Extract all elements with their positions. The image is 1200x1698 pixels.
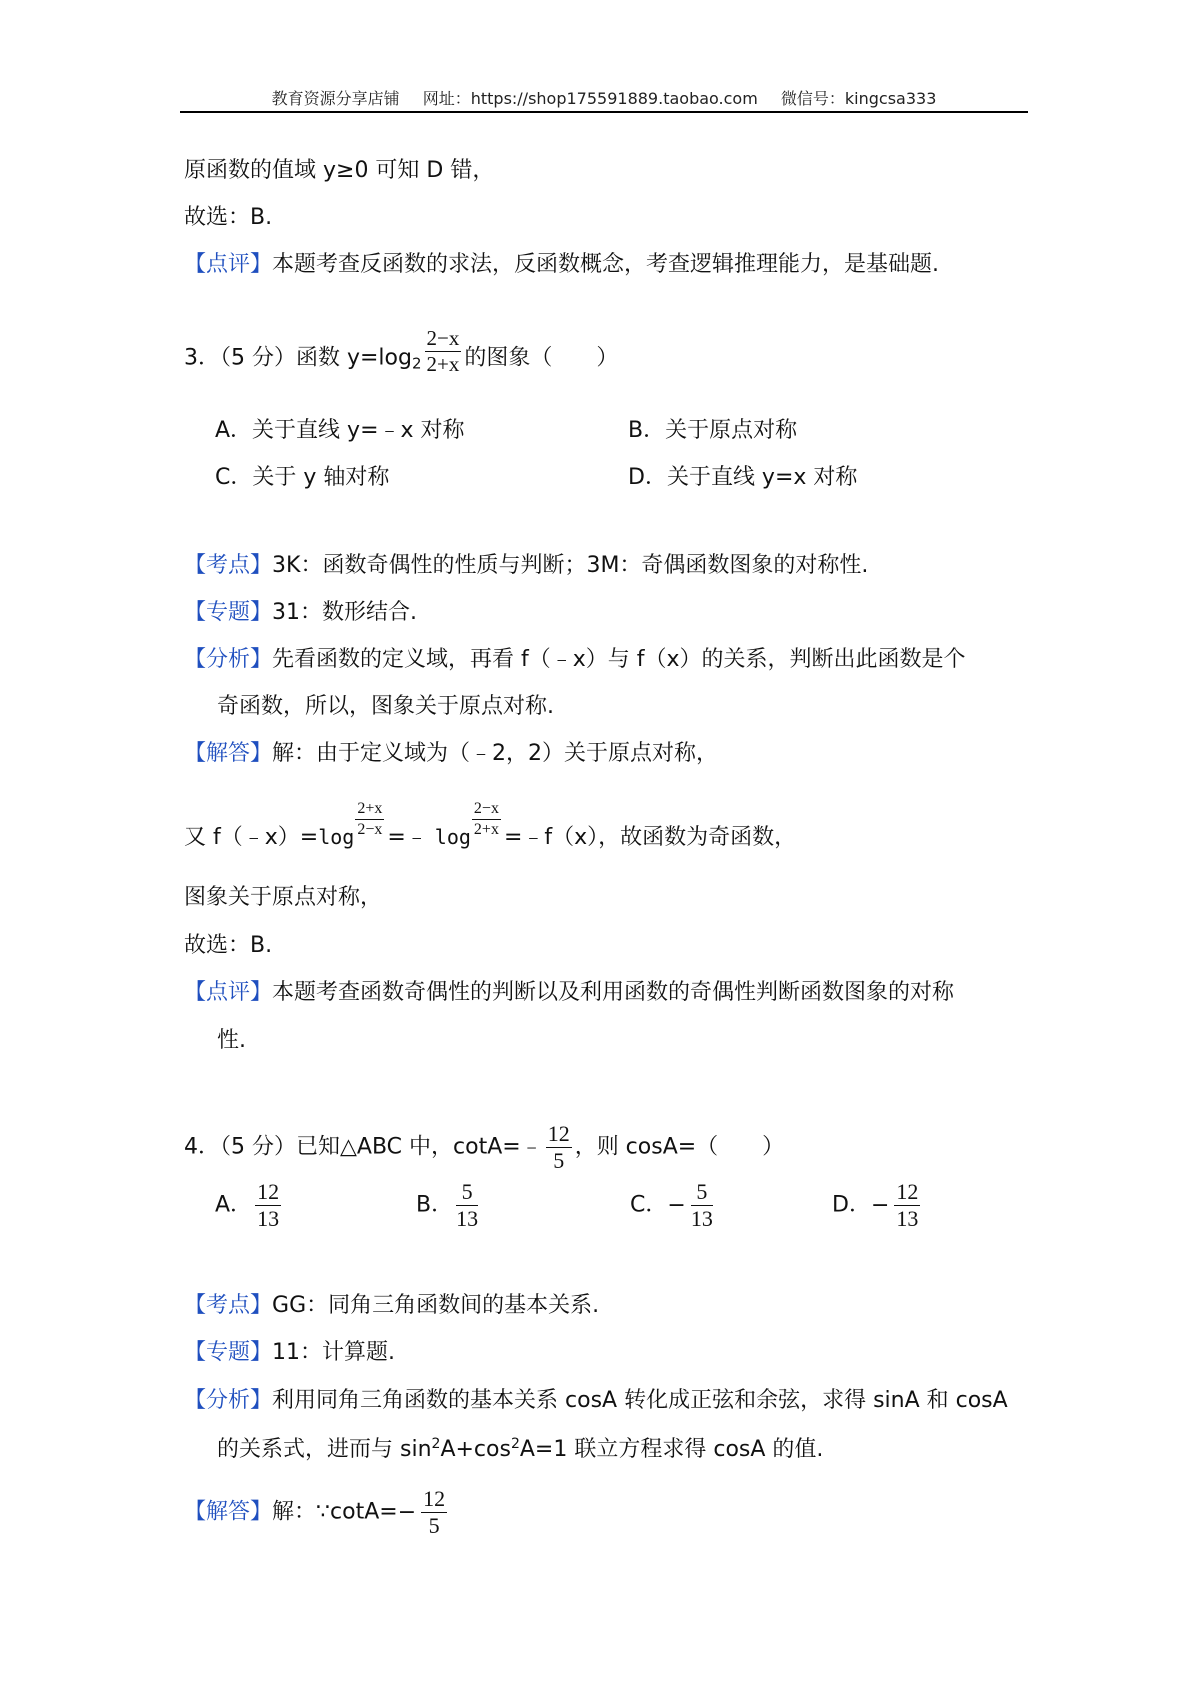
q3-formula-frac1-den: 2−x — [357, 821, 383, 838]
q3-comment-line — [184, 982, 954, 1004]
q4-stem-frac-den: 5 — [553, 1148, 565, 1173]
q4-jieda-line — [184, 1488, 450, 1537]
q4-option-d-sign: − — [870, 1192, 890, 1218]
q3-option-b: B．关于原点对称 — [628, 418, 798, 443]
q4-fenxi-line-2 — [217, 1437, 823, 1461]
q4-option-d-den: 13 — [896, 1206, 919, 1231]
header-divider — [180, 111, 1028, 113]
q3-choose-line: 故选：B. — [184, 933, 273, 958]
q4-stem-fraction — [546, 1123, 572, 1172]
q3-formula-log-2: log — [434, 825, 471, 849]
q3-fenxi-tag: 【分析】 — [184, 647, 273, 672]
q4-option-d-label: D． — [832, 1192, 871, 1218]
q4-stem-prefix: 4．（5 分）已知△ABC 中，cotA=﹣ — [184, 1134, 543, 1160]
q4-zhuanti-line — [184, 1342, 395, 1364]
q3-stem-frac-den: 2+x — [426, 352, 460, 376]
q4-jieda-den: 5 — [428, 1513, 440, 1538]
q2-range-line: 原函数的值域 y≥0 可知 D 错， — [184, 158, 495, 183]
q4-option-a-den: 13 — [257, 1206, 280, 1231]
q3-stem-frac-num: 2−x — [426, 326, 460, 350]
q3-kaodian-tag: 【考点】 — [184, 553, 273, 578]
q3-formula-frac2-num: 2−x — [472, 801, 501, 820]
q4-stem-suffix: ，则 cosA=（ ） — [574, 1134, 785, 1160]
q4-option-c-den: 13 — [690, 1206, 713, 1231]
q4-option-d — [832, 1181, 923, 1230]
q3-stem — [184, 326, 619, 376]
header-site: 网址：https://shop175591889.taobao.com — [422, 89, 758, 108]
q4-option-a-fraction — [255, 1181, 281, 1230]
q3-formula-mid: =﹣ — [387, 825, 428, 850]
q3-formula-frac1-num: 2+x — [355, 801, 384, 820]
q4-kaodian-text: GG：同角三角函数间的基本关系. — [272, 1293, 600, 1318]
q3-option-c: C．关于 y 轴对称 — [215, 465, 390, 490]
q4-kaodian-tag: 【考点】 — [184, 1293, 273, 1318]
q4-jieda-num: 12 — [423, 1486, 446, 1511]
q3-option-d: D．关于直线 y=x 对称 — [628, 465, 858, 490]
q4-fenxi-sup-1: 2 — [431, 1436, 441, 1452]
q4-option-c-num: 5 — [691, 1181, 713, 1206]
q4-option-d-fraction — [894, 1181, 920, 1230]
q3-formula-suffix: =﹣f（x），故函数为奇函数， — [503, 825, 797, 850]
q4-option-b — [416, 1181, 481, 1230]
q4-option-c-fraction — [691, 1181, 713, 1230]
q4-fenxi-text-1: 利用同角三角函数的基本关系 cosA 转化成正弦和余弦，求得 sinA 和 cosA — [272, 1388, 1008, 1413]
q3-log-base: 2 — [411, 354, 422, 373]
q3-stem-suffix: 的图象（ ） — [464, 345, 619, 371]
q4-option-b-label: B． — [416, 1192, 454, 1218]
q3-formula-frac2-den: 2+x — [473, 821, 499, 838]
page-header — [180, 86, 1028, 109]
q4-fenxi-2c: A=1 联立方程求得 cosA 的值. — [519, 1437, 824, 1462]
q4-option-b-den: 13 — [456, 1206, 479, 1231]
header-shop: 教育资源分享店铺 — [271, 89, 400, 108]
q3-kaodian-text: 3K：函数奇偶性的性质与判断；3M：奇偶函数图象的对称性. — [272, 553, 869, 578]
q2-comment-tag: 【点评】 — [184, 252, 273, 277]
header-wechat: 微信号：kingcsa333 — [780, 89, 937, 108]
q3-fenxi-line — [184, 649, 966, 671]
q4-kaodian-line — [184, 1295, 599, 1317]
q4-fenxi-tag: 【分析】 — [184, 1388, 273, 1413]
q4-fenxi-2a: 的关系式，进而与 sin — [217, 1437, 432, 1462]
q4-stem — [184, 1123, 784, 1172]
q3-kaodian-line — [184, 555, 868, 577]
q4-option-c — [630, 1181, 716, 1230]
q4-zhuanti-tag: 【专题】 — [184, 1340, 273, 1365]
q4-option-a-label: A． — [215, 1192, 253, 1218]
q3-zhuanti-line — [184, 602, 417, 624]
q4-option-a-num: 12 — [257, 1179, 280, 1204]
q3-jieda-line-3: 图象关于原点对称， — [184, 885, 383, 910]
q3-jieda-text-1: 解：由于定义域为（﹣2，2）关于原点对称， — [272, 741, 719, 766]
q3-fenxi-text-1: 先看函数的定义域，再看 f（﹣x）与 f（x）的关系，判断出此函数是个 — [272, 647, 966, 672]
q3-zhuanti-text: 31：数形结合. — [272, 600, 418, 625]
q3-stem-prefix: 3．（5 分）函数 y=log — [184, 345, 412, 371]
q4-zhuanti-text: 11：计算题. — [272, 1340, 396, 1365]
q4-option-b-fraction — [456, 1181, 478, 1230]
q3-formula-frac-2 — [472, 801, 501, 838]
q4-fenxi-sup-2: 2 — [510, 1436, 520, 1452]
q4-jieda-prefix: 解：∵cotA= — [272, 1499, 398, 1525]
q4-fenxi-line — [184, 1390, 1008, 1412]
q2-comment-line — [184, 254, 939, 276]
q4-stem-frac-num: 12 — [547, 1121, 570, 1146]
q4-option-a — [215, 1181, 284, 1230]
q4-option-d-num: 12 — [896, 1179, 919, 1204]
q3-fenxi-line-2: 奇函数，所以，图象关于原点对称. — [217, 694, 554, 719]
q4-jieda-tag: 【解答】 — [184, 1499, 273, 1525]
q3-formula-frac-1 — [355, 801, 384, 838]
q4-option-c-label: C． — [630, 1192, 668, 1218]
q4-fenxi-2b: A+cos — [440, 1437, 511, 1462]
q4-jieda-sign: − — [397, 1499, 417, 1525]
q4-jieda-fraction — [421, 1488, 447, 1537]
q3-option-a: A．关于直线 y=﹣x 对称 — [215, 418, 465, 443]
q4-option-b-num: 5 — [456, 1181, 478, 1206]
q3-comment-line-2: 性. — [217, 1028, 246, 1053]
q2-choose-line: 故选：B. — [184, 205, 273, 230]
q2-comment-text: 本题考查反函数的求法，反函数概念，考查逻辑推理能力，是基础题. — [272, 252, 940, 277]
q3-comment-text-1: 本题考查函数奇偶性的判断以及利用函数的奇偶性判断函数图象的对称 — [272, 980, 955, 1005]
q3-formula-log-1: log — [318, 825, 355, 849]
q4-option-c-sign: − — [667, 1192, 686, 1218]
q3-jieda-tag: 【解答】 — [184, 741, 273, 766]
q3-formula-prefix: 又 f（﹣x）= — [184, 825, 319, 850]
q3-jieda-formula-line — [184, 801, 796, 849]
q3-comment-tag: 【点评】 — [184, 980, 273, 1005]
q3-zhuanti-tag: 【专题】 — [184, 600, 273, 625]
q3-jieda-line — [184, 743, 718, 765]
q3-stem-fraction — [425, 328, 462, 375]
